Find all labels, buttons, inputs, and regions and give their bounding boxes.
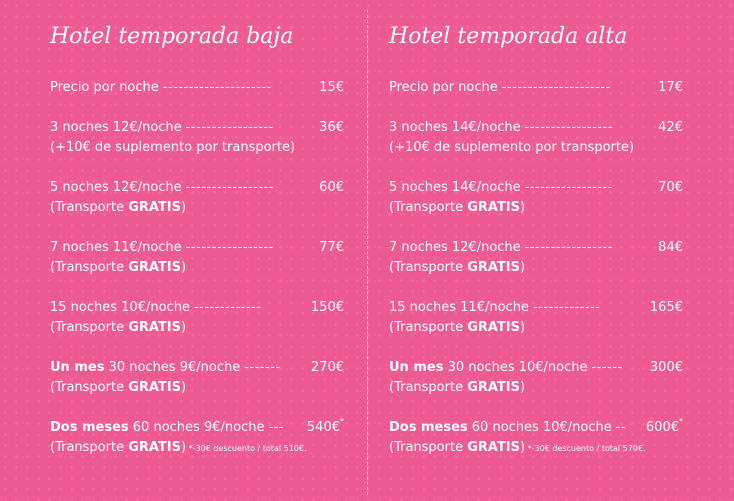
row-price: 165€ [649, 300, 683, 315]
subtext-suffix: ) [520, 260, 526, 275]
subtext-prefix: (Transporte [50, 380, 129, 395]
subtext-prefix: (Transporte [389, 320, 468, 335]
row-price: 300€ [649, 360, 683, 375]
free-label: GRATIS [467, 440, 521, 455]
row-price [307, 418, 344, 438]
nights-label: 30 noches 9€/noche [104, 360, 241, 375]
row-price: 70€ [658, 180, 683, 195]
subtext-prefix: (Transporte [389, 440, 468, 455]
price-row [389, 418, 683, 459]
nights-label: 30 noches 10€/noche [443, 360, 588, 375]
dash-leader: ------------- [193, 300, 262, 315]
row-subtext [50, 258, 344, 278]
free-label: GRATIS [128, 260, 182, 275]
footnote-mark: * [340, 417, 344, 426]
price-row [50, 298, 344, 338]
row-label [50, 418, 264, 438]
subtext-suffix: ) [520, 380, 526, 395]
subtext-suffix: ) [181, 380, 187, 395]
price-row [50, 358, 344, 398]
free-label: GRATIS [467, 320, 521, 335]
subtext-suffix: ) [520, 440, 526, 455]
row-subtext [50, 378, 344, 398]
price-row [50, 178, 344, 218]
row-label [389, 358, 588, 378]
row-price: 42€ [658, 120, 683, 135]
price-row [50, 238, 344, 278]
row-label: 15 noches 10€/noche [50, 300, 190, 315]
subtext-prefix: (Transporte [50, 260, 129, 275]
price-row [389, 358, 683, 398]
subtext-prefix: (Transporte [389, 380, 468, 395]
dash-leader: ----------------- [185, 120, 274, 135]
row-label [50, 358, 240, 378]
period-label: Un mes [50, 360, 105, 375]
row-subtext [50, 198, 344, 218]
subtext-prefix: (Transporte [50, 200, 129, 215]
free-label: GRATIS [128, 200, 182, 215]
price-row [389, 118, 683, 158]
row-label [389, 418, 612, 438]
free-label: GRATIS [128, 320, 182, 335]
free-label: GRATIS [467, 200, 521, 215]
row-subtext: (+10€ de suplemento por transporte) [389, 140, 635, 155]
price-value: 540€ [306, 420, 340, 435]
free-label: GRATIS [128, 440, 182, 455]
column-divider [367, 10, 368, 495]
subtext-suffix: ) [181, 260, 187, 275]
high-season-title: Hotel temporada alta [389, 24, 628, 49]
dash-leader: ------------- [532, 300, 601, 315]
discount-note: *-30€ descuento / total 570€. [525, 444, 646, 453]
row-subtext [389, 378, 683, 398]
row-price: 60€ [319, 180, 344, 195]
period-label: Un mes [389, 360, 444, 375]
subtext-suffix: ) [181, 200, 187, 215]
subtext-suffix: ) [520, 320, 526, 335]
price-row [50, 418, 344, 459]
dash-leader: --------------------- [501, 80, 611, 95]
row-label: 7 noches 12€/noche [389, 240, 521, 255]
dash-leader: --------------------- [162, 80, 272, 95]
dash-leader: ------- [244, 360, 281, 375]
dash-leader: ------ [591, 360, 623, 375]
price-row [50, 118, 344, 158]
dash-leader: --- [268, 420, 285, 435]
row-price: 84€ [658, 240, 683, 255]
discount-note: *-30€ descuento / total 510€. [186, 444, 307, 453]
subtext-suffix: ) [181, 320, 187, 335]
period-label: Dos meses [50, 420, 129, 435]
free-label: GRATIS [467, 260, 521, 275]
price-row [389, 78, 683, 98]
dash-leader: ----------------- [524, 120, 613, 135]
row-label: 15 noches 11€/noche [389, 300, 529, 315]
row-price: 150€ [310, 300, 344, 315]
row-subtext [50, 438, 344, 459]
row-subtext [50, 318, 344, 338]
row-label: Precio por noche [389, 80, 498, 95]
free-label: GRATIS [128, 380, 182, 395]
low-season-title: Hotel temporada baja [50, 24, 294, 49]
row-label: 3 noches 12€/noche [50, 120, 182, 135]
price-row [389, 238, 683, 278]
subtext-prefix: (Transporte [389, 200, 468, 215]
row-subtext [389, 198, 683, 218]
row-price: 17€ [658, 80, 683, 95]
row-price: 36€ [319, 120, 344, 135]
dash-leader: ----------------- [185, 240, 274, 255]
footnote-mark: * [679, 417, 683, 426]
subtext-prefix: (Transporte [50, 440, 129, 455]
row-label: Precio por noche [50, 80, 159, 95]
subtext-prefix: (Transporte [389, 260, 468, 275]
nights-label: 60 noches 9€/noche [128, 420, 265, 435]
subtext-suffix: ) [520, 200, 526, 215]
dash-leader: ----------------- [524, 180, 613, 195]
row-label: 5 noches 12€/noche [50, 180, 182, 195]
dash-leader: -- [615, 420, 627, 435]
row-label: 3 noches 14€/noche [389, 120, 521, 135]
row-price: 270€ [310, 360, 344, 375]
subtext-suffix: ) [181, 440, 187, 455]
row-subtext [389, 318, 683, 338]
row-subtext [389, 258, 683, 278]
price-row [50, 78, 344, 98]
price-value: 600€ [645, 420, 679, 435]
row-label: 7 noches 11€/noche [50, 240, 182, 255]
price-row [389, 298, 683, 338]
row-label: 5 noches 14€/noche [389, 180, 521, 195]
dash-leader: ----------------- [524, 240, 613, 255]
row-price: 15€ [319, 80, 344, 95]
dash-leader: ----------------- [185, 180, 274, 195]
row-subtext [389, 438, 683, 459]
period-label: Dos meses [389, 420, 468, 435]
row-price [646, 418, 683, 438]
subtext-prefix: (Transporte [50, 320, 129, 335]
row-price: 77€ [319, 240, 344, 255]
price-row [389, 178, 683, 218]
row-subtext: (+10€ de suplemento por transporte) [50, 140, 296, 155]
nights-label: 60 noches 10€/noche [467, 420, 612, 435]
free-label: GRATIS [467, 380, 521, 395]
